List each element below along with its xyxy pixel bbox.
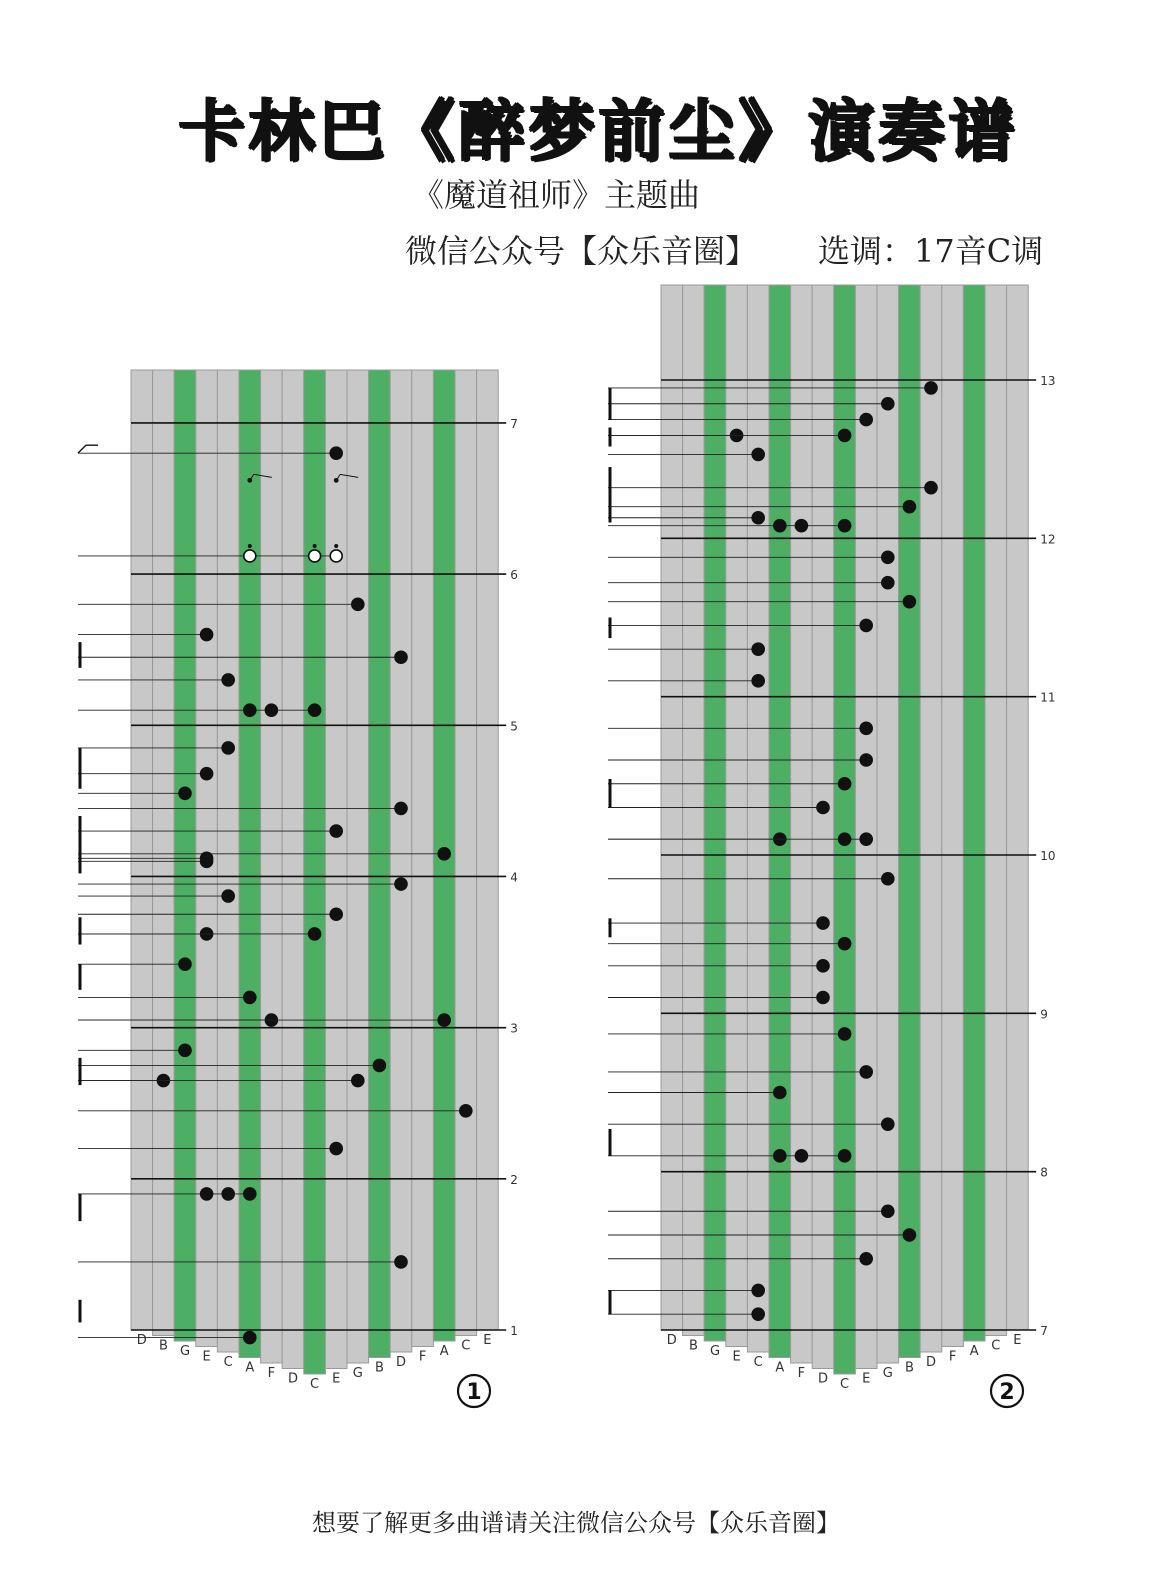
note [860, 833, 872, 845]
measure-number: 4 [510, 870, 518, 885]
note [839, 1150, 851, 1162]
key-selection: 选调：17音C调 [818, 232, 1044, 270]
tine-label: C [310, 1377, 320, 1392]
note [860, 1253, 872, 1265]
tine-label: C [223, 1355, 233, 1370]
note [860, 754, 872, 766]
note [882, 398, 894, 410]
tine-label: B [374, 1360, 384, 1376]
measure-number: 13 [1040, 374, 1056, 388]
note [352, 1075, 364, 1087]
tine-label: F [797, 1366, 806, 1381]
note [201, 1188, 213, 1200]
tine-label: F [948, 1349, 957, 1365]
page-number: 2 [999, 1380, 1015, 1405]
octave-dot [313, 544, 317, 548]
note [817, 802, 829, 814]
tine-label: D [817, 1371, 829, 1387]
measure-number: 7 [1040, 1324, 1048, 1338]
note [774, 1150, 786, 1162]
note [903, 501, 915, 513]
tine-label: A [969, 1344, 979, 1359]
tine-e-16 [1007, 285, 1029, 1330]
note [817, 960, 829, 972]
tine-label: G [709, 1344, 721, 1359]
measure-number: 10 [1040, 849, 1056, 863]
note [330, 825, 342, 837]
note [352, 598, 364, 610]
tine-label: A [775, 1360, 785, 1376]
note [395, 1256, 407, 1268]
measure-number: 3 [510, 1021, 518, 1036]
tine-f-13 [942, 285, 964, 1347]
note [330, 1143, 342, 1155]
note [179, 958, 191, 970]
page-number: 1 [466, 1380, 482, 1405]
note [222, 1188, 234, 1200]
note [222, 742, 234, 754]
note [222, 674, 234, 686]
note [330, 908, 342, 920]
note [882, 577, 894, 589]
tine-label: G [882, 1366, 893, 1381]
tine-label: C [753, 1355, 763, 1370]
tine-label: E [1013, 1333, 1022, 1348]
octave-dot [248, 544, 252, 548]
tine-label: F [418, 1349, 427, 1365]
tine-c-4 [747, 285, 769, 1352]
measure-number: 8 [1040, 1165, 1048, 1180]
measure-number: 5 [510, 719, 518, 734]
tine-e-16 [477, 370, 499, 1330]
tine-c-15 [985, 285, 1007, 1336]
note [839, 833, 851, 845]
note [882, 1205, 894, 1217]
note [839, 778, 851, 790]
note [860, 414, 872, 426]
tine-label: B [904, 1360, 914, 1376]
note [752, 1284, 764, 1296]
note [795, 520, 807, 532]
note [460, 1105, 472, 1117]
tine-a-5 [769, 285, 791, 1358]
tine-f-6 [791, 285, 813, 1363]
note [860, 619, 872, 631]
tine-label: D [136, 1333, 147, 1348]
note [839, 1028, 851, 1040]
tine-b-1 [153, 370, 175, 1336]
note [839, 429, 851, 441]
half-note [330, 550, 342, 562]
tine-label: D [395, 1355, 407, 1370]
tine-g-10 [347, 370, 369, 1363]
wechat-account: 微信公众号【众乐音圈】 [405, 232, 758, 270]
note [395, 878, 407, 890]
tine-e-9 [325, 370, 347, 1369]
tine-d-0 [131, 370, 153, 1330]
tine-label: E [732, 1349, 741, 1365]
note [817, 917, 829, 929]
measure-number: 7 [510, 416, 518, 431]
measure-number: 12 [1040, 532, 1056, 547]
note [179, 787, 191, 799]
note [903, 1229, 915, 1241]
tine-a-14 [963, 285, 985, 1341]
tine-label: B [158, 1338, 168, 1354]
note [752, 643, 764, 655]
note [201, 629, 213, 641]
measure-number: 2 [510, 1172, 518, 1187]
note [795, 1150, 807, 1162]
note [752, 675, 764, 687]
note [265, 704, 277, 716]
tine-label: A [245, 1360, 255, 1376]
note [774, 1087, 786, 1099]
tine-d-7 [282, 370, 304, 1369]
tine-label: E [862, 1371, 871, 1387]
tine-label: D [925, 1355, 937, 1370]
footer-note: 想要了解更多曲谱请关注微信公众号【众乐音圈】 [312, 1509, 840, 1537]
note [839, 520, 851, 532]
measure-number: 11 [1040, 690, 1056, 705]
page-title: 卡林巴《醉梦前尘》演奏谱 [178, 93, 1019, 170]
tine-d-7 [812, 285, 834, 1369]
note [244, 1332, 256, 1344]
tine-label: E [483, 1333, 492, 1348]
note [201, 768, 213, 780]
note [330, 447, 342, 459]
note [752, 512, 764, 524]
tine-b-11 [369, 370, 391, 1358]
subtitle: 《魔道祖师》主题曲 [412, 176, 701, 214]
note [244, 704, 256, 716]
tine-label: C [991, 1338, 1001, 1354]
tine-label: C [461, 1338, 471, 1354]
note [222, 890, 234, 902]
note [438, 1014, 450, 1026]
note [395, 802, 407, 814]
note [882, 873, 894, 885]
tine-g-10 [877, 285, 899, 1363]
measure-number: 9 [1040, 1007, 1048, 1022]
note [925, 382, 937, 394]
half-note [244, 550, 256, 562]
measure-number: 1 [510, 1324, 518, 1338]
tine-a-5 [239, 370, 261, 1358]
note [752, 1308, 764, 1320]
note [179, 1044, 191, 1056]
tine-f-13 [412, 370, 434, 1347]
tine-b-11 [899, 285, 921, 1358]
note [752, 448, 764, 460]
tine-label: D [666, 1333, 677, 1348]
tine-d-12 [920, 285, 942, 1352]
note [244, 1188, 256, 1200]
tine-e-3 [726, 285, 748, 1347]
measure-number: 6 [510, 568, 518, 583]
phrase-mark [78, 445, 98, 453]
note [817, 992, 829, 1004]
note [903, 596, 915, 608]
tine-d-12 [390, 370, 412, 1352]
tine-c-15 [455, 370, 477, 1336]
note [860, 1066, 872, 1078]
note [395, 651, 407, 663]
tine-label: C [840, 1377, 850, 1392]
note [860, 722, 872, 734]
tine-e-9 [855, 285, 877, 1369]
tine-c-8 [304, 370, 326, 1374]
tine-label: E [332, 1371, 341, 1387]
tine-label: F [267, 1366, 276, 1381]
tine-label: E [202, 1349, 211, 1365]
tine-f-6 [261, 370, 283, 1363]
tine-label: D [287, 1371, 299, 1387]
tine-g-2 [704, 285, 726, 1341]
note [373, 1059, 385, 1071]
note [244, 991, 256, 1003]
note [925, 482, 937, 494]
note [201, 852, 213, 864]
note [438, 848, 450, 860]
note [882, 1118, 894, 1130]
half-note [309, 550, 321, 562]
note [882, 551, 894, 563]
note [309, 704, 321, 716]
tine-label: G [352, 1366, 363, 1381]
tine-b-1 [683, 285, 705, 1336]
tine-c-4 [217, 370, 239, 1352]
note [774, 520, 786, 532]
octave-dot [334, 544, 338, 548]
tine-label: A [439, 1344, 449, 1359]
note [309, 928, 321, 940]
tine-label: B [688, 1338, 698, 1354]
tine-g-2 [174, 370, 196, 1341]
note [839, 938, 851, 950]
tine-c-8 [834, 285, 856, 1374]
tine-label: G [179, 1344, 191, 1359]
